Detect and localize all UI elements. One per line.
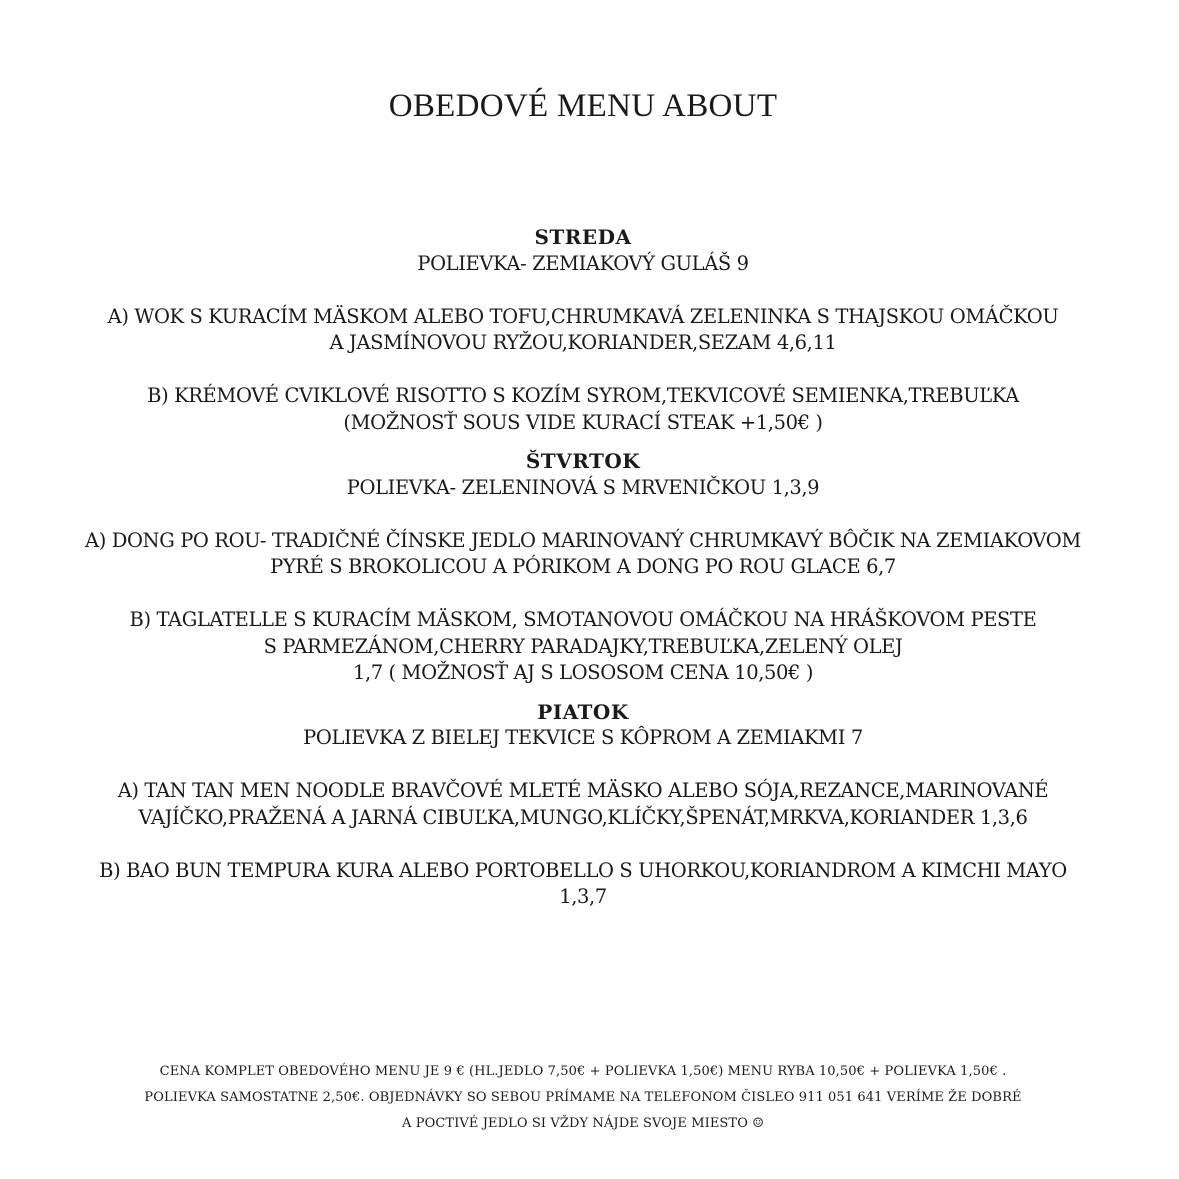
dish-line: B) BAO BUN TEMPURA KURA ALEBO PORTOBELLO S UHORKOU,KORIANDROM A KIMCHI MAYO	[99, 858, 1067, 882]
day-section-stvrtok	[0, 448, 1166, 687]
soup-line: POLIEVKA- ZEMIAKOVÝ GULÁŠ 9	[417, 251, 749, 275]
page-title: OBEDOVÉ MENU ABOUT	[388, 88, 778, 124]
dish-line: A) WOK S KURACÍM MÄSKOM ALEBO TOFU,CHRUMKAVÁ ZELENINKA S THAJSKOU OMÁČKOU	[107, 304, 1059, 328]
dish-line: A JASMÍNOVOU RYŽOU,KORIANDER,SEZAM 4,6,11	[329, 331, 837, 354]
footer-line: CENA KOMPLET OBEDOVÉHO MENU JE 9 € (HL.JEDLO 7,50€ + POLIEVKA 1,50€) MENU RYBA 10,50€ + POLIEVKA 1,50€ .	[159, 1064, 1007, 1079]
soup-line: POLIEVKA- ZELENINOVÁ S MRVENIČKOU 1,3,9	[346, 475, 820, 499]
dish-line: (MOŽNOSŤ SOUS VIDE KURACÍ STEAK +1,50€ )	[343, 410, 823, 434]
dish-line: PYRÉ S BROKOLICOU A PÓRIKOM A DONG PO ROU GLACE 6,7	[270, 555, 896, 578]
dish-line: B) KRÉMOVÉ CVIKLOVÉ RISOTTO S KOZÍM SYROM,TEKVICOVÉ SEMIENKA,TREBUĽKA	[147, 384, 1019, 407]
footer-line: POLIEVKA SAMOSTATNE 2,50€. OBJEDNÁVKY SO SEBOU PRÍMAME NA TELEFONOM ČISLEO 911 051 641 VERÍME ŽE DOBRÉ	[144, 1090, 1022, 1105]
day-name: STREDA	[534, 225, 632, 249]
menu-body	[0, 224, 1166, 923]
dish-line: S PARMEZÁNOM,CHERRY PARADAJKY,TREBUĽKA,ZELENÝ OLEJ	[263, 634, 903, 658]
dish-line: 1,3,7	[559, 885, 607, 908]
dish-line: B) TAGLATELLE S KURACÍM MÄSKOM, SMOTANOVOU OMÁČKOU NA HRÁŠKOVOM PESTE	[129, 608, 1037, 631]
dish-a	[0, 528, 1166, 581]
day-section-piatok	[0, 699, 1166, 911]
footer-line: A POCTIVÉ JEDLO SI VŽDY NÁJDE SVOJE MIESTO ☺	[402, 1116, 764, 1131]
day-name: ŠTVRTOK	[525, 449, 641, 473]
dish-a	[0, 778, 1166, 831]
day-name: PIATOK	[537, 699, 629, 724]
day-section-streda	[0, 224, 1166, 436]
dish-b	[0, 858, 1166, 911]
price-footer	[0, 1059, 1166, 1137]
soup-line: POLIEVKA Z BIELEJ TEKVICE S KÔPROM A ZEMIAKMI 7	[303, 726, 863, 749]
dish-line: VAJÍČKO,PRAŽENÁ A JARNÁ CIBUĽKA,MUNGO,KLÍČKY,ŠPENÁT,MRKVA,KORIANDER 1,3,6	[138, 805, 1028, 829]
dish-line: A) DONG PO ROU- TRADIČNÉ ČÍNSKE JEDLO MARINOVANÝ CHRUMKAVÝ BÔČIK NA ZEMIAKOVOM	[85, 528, 1081, 552]
dish-a	[0, 304, 1166, 357]
dish-b	[0, 607, 1166, 687]
dish-line: A) TAN TAN MEN NOODLE BRAVČOVÉ MLETÉ MÄSKO ALEBO SÓJA,REZANCE,MARINOVANÉ	[117, 779, 1049, 802]
dish-line: 1,7 ( MOŽNOSŤ AJ S LOSOSOM CENA 10,50€ )	[352, 661, 814, 684]
dish-b	[0, 383, 1166, 436]
